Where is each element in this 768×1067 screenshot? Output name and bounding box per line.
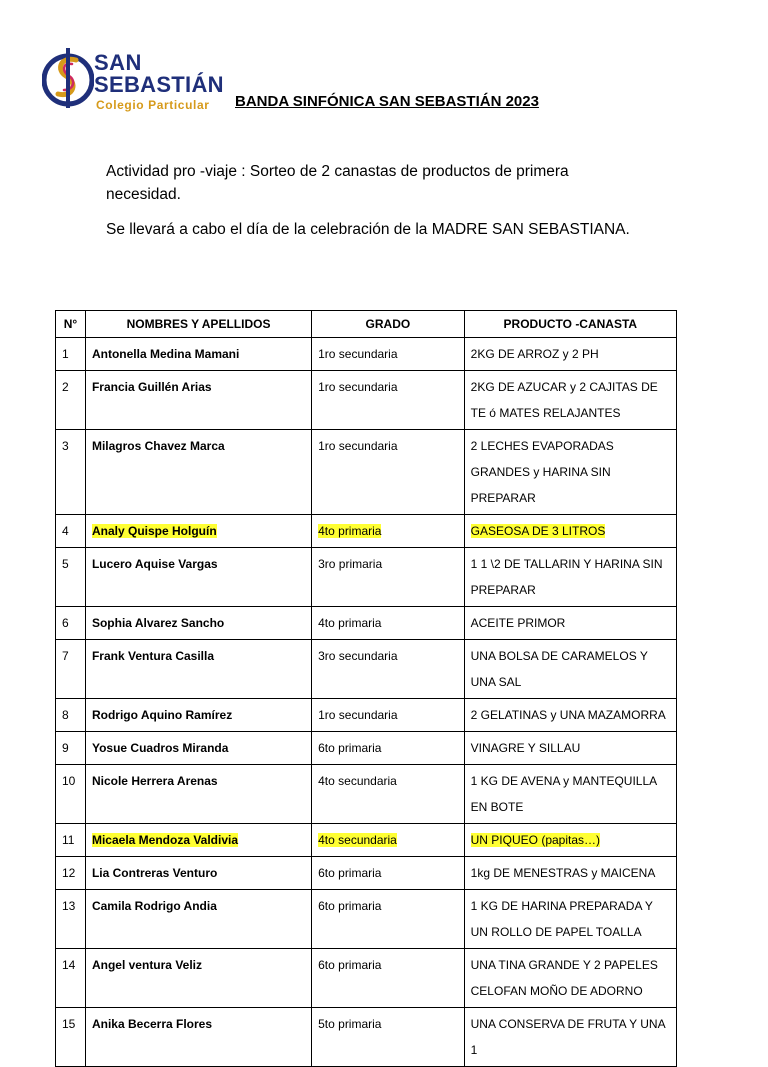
logo-text-san: SAN — [94, 50, 142, 75]
row-number: 14 — [56, 949, 86, 1008]
school-crest-icon — [42, 46, 94, 112]
table-row — [56, 1008, 677, 1067]
row-name — [85, 515, 311, 548]
participants-table — [55, 310, 677, 1067]
table-row — [56, 857, 677, 890]
row-grade: 6to primaria — [312, 857, 465, 890]
header-product: PRODUCTO -CANASTA — [464, 311, 676, 338]
table-row — [56, 949, 677, 1008]
row-number: 1 — [56, 338, 86, 371]
table-row — [56, 699, 677, 732]
row-name: Lia Contreras Venturo — [85, 857, 311, 890]
row-number: 9 — [56, 732, 86, 765]
header-names: NOMBRES Y APELLIDOS — [85, 311, 311, 338]
highlighted-text: Micaela Mendoza Valdivia — [91, 833, 239, 847]
row-name: Camila Rodrigo Andia — [85, 890, 311, 949]
table-row — [56, 548, 677, 607]
table-row — [56, 824, 677, 857]
row-grade: 1ro secundaria — [312, 699, 465, 732]
table-row — [56, 765, 677, 824]
row-product: UNA BOLSA DE CARAMELOS Y UNA SAL — [464, 640, 676, 699]
row-number: 8 — [56, 699, 86, 732]
row-name — [85, 824, 311, 857]
row-number: 11 — [56, 824, 86, 857]
row-name: Nicole Herrera Arenas — [85, 765, 311, 824]
row-product: 1 1 \2 DE TALLARIN Y HARINA SIN PREPARAR — [464, 548, 676, 607]
row-product: 1 KG DE HARINA PREPARADA Y UN ROLLO DE PAPEL TOALLA — [464, 890, 676, 949]
row-grade: 3ro secundaria — [312, 640, 465, 699]
row-number: 12 — [56, 857, 86, 890]
row-product — [464, 515, 676, 548]
row-number: 6 — [56, 607, 86, 640]
row-grade: 6to primaria — [312, 949, 465, 1008]
row-grade: 4to primaria — [312, 607, 465, 640]
highlighted-text: 4to secundaria — [318, 833, 397, 847]
row-grade: 1ro secundaria — [312, 371, 465, 430]
row-grade: 6to primaria — [312, 890, 465, 949]
row-name: Lucero Aquise Vargas — [85, 548, 311, 607]
row-name: Milagros Chavez Marca — [85, 430, 311, 515]
row-number: 7 — [56, 640, 86, 699]
row-product: 2 GELATINAS y UNA MAZAMORRA — [464, 699, 676, 732]
row-name: Frank Ventura Casilla — [85, 640, 311, 699]
row-grade: 5to primaria — [312, 1008, 465, 1067]
row-grade — [312, 515, 465, 548]
row-name: Anika Becerra Flores — [85, 1008, 311, 1067]
header-number: N° — [56, 311, 86, 338]
table-row — [56, 430, 677, 515]
event-paragraph: Se llevará a cabo el día de la celebración de la MADRE SAN SEBASTIANA. — [106, 221, 630, 238]
row-product: 2KG DE ARROZ y 2 PH — [464, 338, 676, 371]
row-number: 5 — [56, 548, 86, 607]
row-number: 4 — [56, 515, 86, 548]
row-product — [464, 824, 676, 857]
row-number: 2 — [56, 371, 86, 430]
row-grade: 4to secundaria — [312, 765, 465, 824]
row-product: 1kg DE MENESTRAS y MAICENA — [464, 857, 676, 890]
header-grade: GRADO — [312, 311, 465, 338]
row-number: 13 — [56, 890, 86, 949]
row-number: 3 — [56, 430, 86, 515]
table-row — [56, 515, 677, 548]
row-name: Angel ventura Veliz — [85, 949, 311, 1008]
row-name: Yosue Cuadros Miranda — [85, 732, 311, 765]
highlighted-text: GASEOSA DE 3 LITROS — [470, 524, 606, 538]
row-name: Sophia Alvarez Sancho — [85, 607, 311, 640]
highlighted-text: Analy Quispe Holguín — [91, 524, 217, 538]
row-grade — [312, 824, 465, 857]
row-name: Francia Guillén Arias — [85, 371, 311, 430]
row-product: 1 KG DE AVENA y MANTEQUILLA EN BOTE — [464, 765, 676, 824]
row-grade: 6to primaria — [312, 732, 465, 765]
row-number: 10 — [56, 765, 86, 824]
row-product: UNA CONSERVA DE FRUTA Y UNA 1 — [464, 1008, 676, 1067]
highlighted-text: 4to primaria — [318, 524, 382, 538]
logo-text-sebastian: SEBASTIÁN — [94, 72, 224, 97]
logo-text-colegio: Colegio Particular — [96, 98, 210, 112]
row-name: Rodrigo Aquino Ramírez — [85, 699, 311, 732]
table-row — [56, 732, 677, 765]
row-number: 15 — [56, 1008, 86, 1067]
row-grade: 3ro primaria — [312, 548, 465, 607]
row-product: ACEITE PRIMOR — [464, 607, 676, 640]
row-product: 2 LECHES EVAPORADAS GRANDES y HARINA SIN PREPARAR — [464, 430, 676, 515]
table-row — [56, 607, 677, 640]
row-grade: 1ro secundaria — [312, 430, 465, 515]
document-title: BANDA SINFÓNICA SAN SEBASTIÁN 2023 — [235, 93, 539, 110]
table-row — [56, 640, 677, 699]
school-logo — [42, 46, 222, 116]
row-product: VINAGRE Y SILLAU — [464, 732, 676, 765]
row-grade: 1ro secundaria — [312, 338, 465, 371]
table-row — [56, 338, 677, 371]
activity-paragraph: Actividad pro -viaje : Sorteo de 2 canastas de productos de primera necesidad. — [106, 163, 569, 203]
row-name: Antonella Medina Mamani — [85, 338, 311, 371]
table-row — [56, 371, 677, 430]
row-product: UNA TINA GRANDE Y 2 PAPELES CELOFAN MOÑO DE ADORNO — [464, 949, 676, 1008]
row-product: 2KG DE AZUCAR y 2 CAJITAS DE TE ó MATES RELAJANTES — [464, 371, 676, 430]
table-header-row — [56, 311, 677, 338]
table-row — [56, 890, 677, 949]
highlighted-text: UN PIQUEO (papitas…) — [470, 833, 601, 847]
